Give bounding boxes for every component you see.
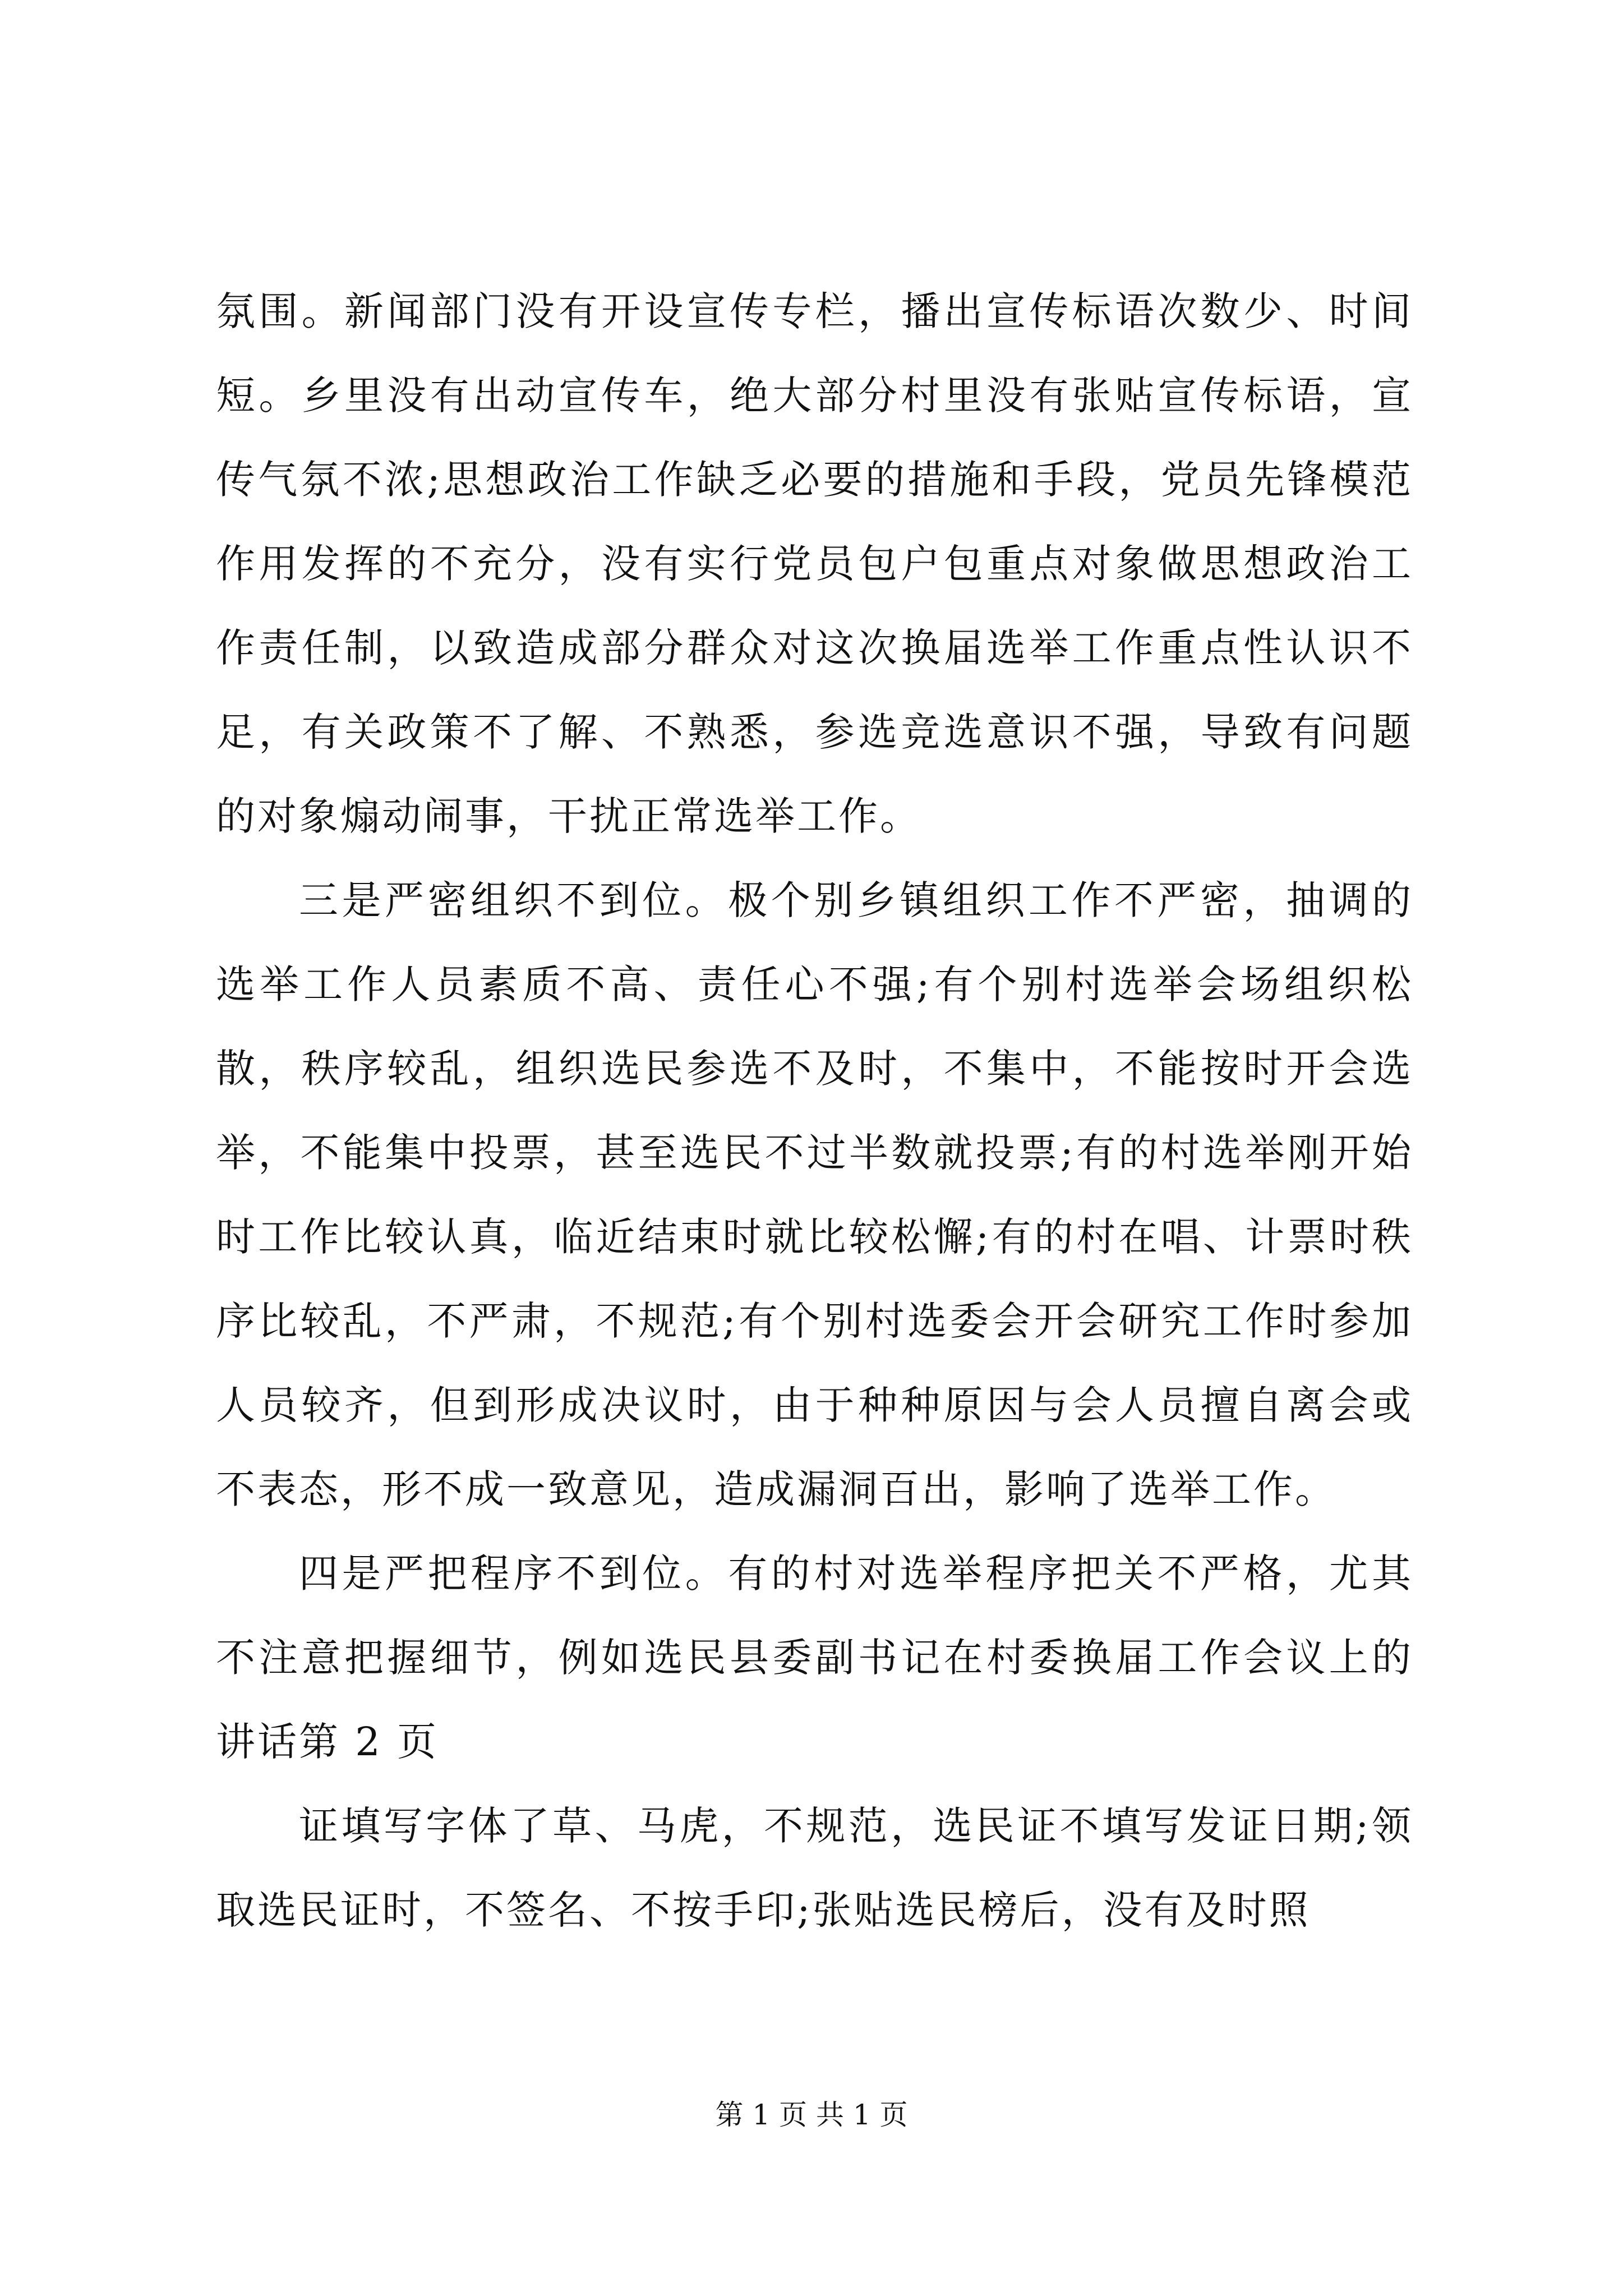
paragraph-4: 证填写字体了草、马虎，不规范，选民证不填写发证日期;领取选民证时，不签名、不按手印;张贴选民榜后，没有及时照	[216, 1803, 1413, 1933]
page-footer: 第 1 页 共 1 页	[715, 2099, 908, 2131]
paragraph-3: 四是严把程序不到位。有的村对选举程序把关不严格，尤其不注意把握细节，例如选民县委副书记在村委换届工作会议上的讲话第 2 页	[216, 1550, 1413, 1765]
paragraph-1: 氛围。新闻部门没有开设宣传专栏，播出宣传标语次数少、时间短。乡里没有出动宣传车，绝大部分村里没有张贴宣传标语，宣传气氛不浓;思想政治工作缺乏必要的措施和手段，党员先锋模范作用发挥的不充分，没有实行党员包户包重点对象做思想政治工作责任制，以致造成部分群众对这次换届选举工作重点性认识不足，有关政策不了解、不熟悉，参选竞选意识不强，导致有问题的对象煽动闹事，干扰正常选举工作。	[216, 288, 1413, 839]
paragraph-2: 三是严密组织不到位。极个别乡镇组织工作不严密，抽调的选举工作人员素质不高、责任心不强;有个别村选举会场组织松散，秩序较乱，组织选民参选不及时，不集中，不能按时开会选举，不能集中投票，甚至选民不过半数就投票;有的村选举刚开始时工作比较认真，临近结束时就比较松懈;有的村在唱、计票时秩序比较乱，不严肃，不规范;有个别村选委会开会研究工作时参加人员较齐，但到形成决议时，由于种种原因与会人员擅自离会或不表态，形不成一致意见，造成漏洞百出，影响了选举工作。	[216, 877, 1413, 1512]
document-body	[216, 269, 1413, 1952]
